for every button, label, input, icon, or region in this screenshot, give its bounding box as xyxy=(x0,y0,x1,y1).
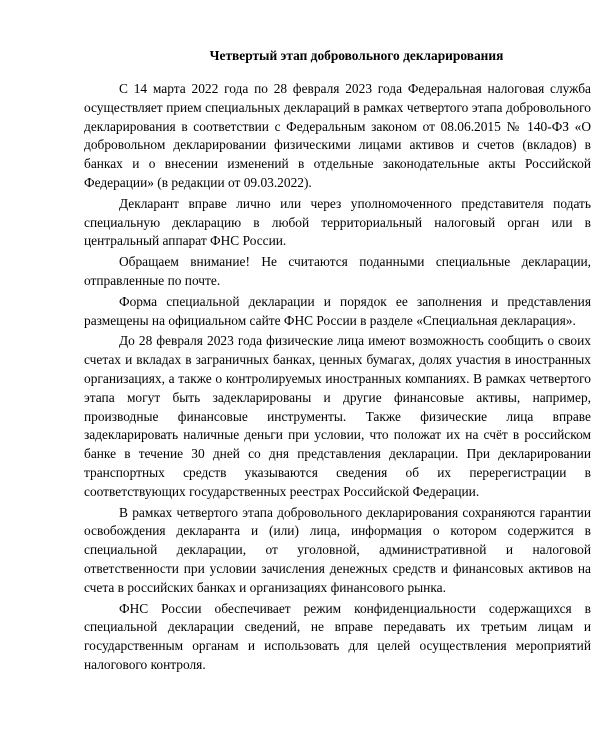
paragraph-declaration-period: С 14 марта 2022 года по 28 февраля 2023 года Федеральная налоговая служба осуществляет прием специальных деклараций в рамках четвертого этапа добровольного декларирования в соответствии с Федеральным законом от 08.06.2015 № 140-ФЗ «О добровольном декларировании физическими лицами активов и счетов (вкладов) в банках и о внесении изменений в отдельные законодательные акты Российской Федерации» (в редакции от 09.03.2022). xyxy=(84,81,591,190)
paragraph-postal-notice: Обращаем внимание! Не считаются поданными специальные декларации, отправленные по почте. xyxy=(84,254,591,288)
paragraph-submission-method: Декларант вправе лично или через уполномоченного представителя подать специальную декларацию в любой территориальный налоговый орган или в центральный аппарат ФНС России. xyxy=(84,195,591,249)
document-title: Четвертый этап добровольного декларирования xyxy=(209,48,504,63)
paragraph-declarable-assets: До 28 февраля 2023 года физические лица имеют возможность сообщить о своих счетах и вкладах в заграничных банках, ценных бумагах, долях участия в иностранных организациях, а также о контролируемых иностранных компаниях. В рамках четвертого этапа могут быть задекларированы и другие финансовые активы, например, производные финансовые инструменты. Также физические лица вправе задекларировать наличные деньги при условии, что положат их на счёт в российском банке в течение 30 дней со дня представления декларации. При декларировании транспортных средств указываются сведения об их перерегистрации в соответствующих государственных реестрах Российской Федерации. xyxy=(84,333,591,499)
paragraph-form-location: Форма специальной декларации и порядок ее заполнения и представления размещены на официальном сайте ФНС России в разделе «Специальная декларация». xyxy=(84,293,591,328)
paragraph-confidentiality: ФНС России обеспечивает режим конфиденциальности содержащихся в специальной декларации сведений, не вправе передавать их третьим лицам и государственным органам и использовать для целей осуществления мероприятий налогового контроля. xyxy=(84,600,591,672)
document-page xyxy=(84,47,591,677)
paragraph-guarantees: В рамках четвертого этапа добровольного декларирования сохраняются гарантии освобождения декларанта и (или) лица, информация о котором содержится в специальной декларации, от уголовной, административной и налоговой ответственности при условии зачисления денежных средств и финансовых активов на счета в российских банках и организациях финансового рынка. xyxy=(84,504,591,595)
